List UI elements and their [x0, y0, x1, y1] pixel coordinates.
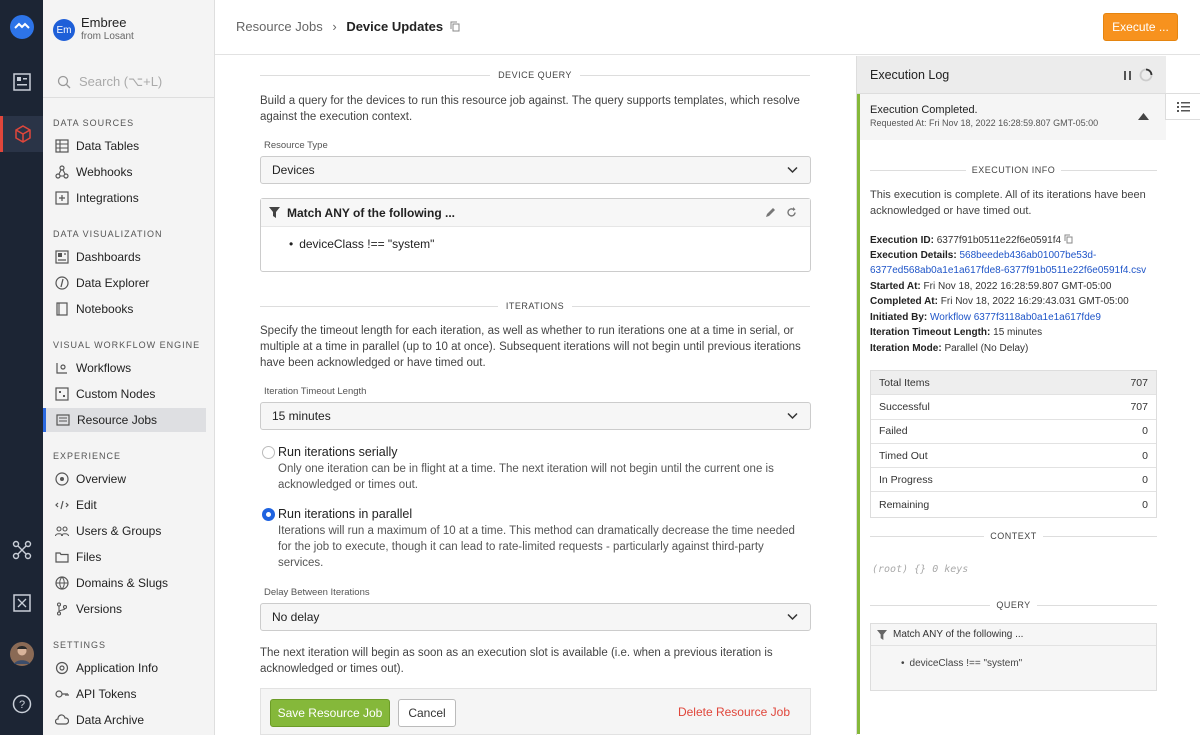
stats-value: 0	[1142, 425, 1148, 438]
folder-icon	[55, 550, 69, 564]
stats-row	[871, 492, 1156, 516]
pause-icon[interactable]	[1123, 71, 1132, 80]
sidebar-item-label: Application Info	[76, 661, 159, 675]
chevron-down-icon	[787, 613, 798, 621]
delay-description: The next iteration will begin as soon as an execution slot is available (i.e. when a previous iteration is acknowledged or times out).	[260, 647, 773, 675]
execution-log-header	[857, 56, 1166, 94]
gear-icon	[55, 661, 69, 675]
sidebar-item-label: Data Archive	[76, 713, 145, 727]
sidebar-item-users-groups[interactable]	[45, 519, 206, 543]
mode-line: Iteration Mode: Parallel (No Delay)	[870, 343, 1029, 354]
sidebar-section-heading: DATA SOURCES	[53, 118, 135, 128]
timeout-select[interactable]	[260, 402, 811, 430]
dashboard-icon	[55, 250, 69, 264]
explorer-icon	[55, 276, 69, 290]
losant-logo-icon[interactable]	[0, 9, 43, 45]
sidebar-item-notebooks[interactable]	[45, 297, 206, 321]
sidebar-item-label: Workflows	[76, 361, 132, 375]
notebook-icon	[55, 302, 69, 316]
sidebar-section-heading: EXPERIENCE	[53, 451, 122, 461]
sidebar-item-application-info[interactable]	[45, 656, 206, 680]
sidebar-item-custom-nodes[interactable]	[45, 382, 206, 406]
sidebar-item-label: Webhooks	[76, 165, 133, 179]
search-placeholder: Search (⌥+L)	[79, 73, 163, 89]
sidebar-item-label: Data Tables	[76, 139, 140, 153]
sidebar-item-label: Dashboards	[76, 250, 141, 264]
query-box	[870, 623, 1157, 691]
parallel-description: Iterations will run a maximum of 10 at a time. This method can dramatically decrease the time needed for the job to execute, though it can lead to rate-limited requests - particularly against third-party services.	[278, 525, 795, 569]
execution-log-panel	[856, 56, 1165, 735]
execution-info-heading: EXECUTION INFO	[870, 165, 1157, 175]
network-rail-icon[interactable]	[0, 532, 43, 568]
search-icon	[57, 75, 71, 89]
device-query-heading: DEVICE QUERY	[260, 70, 810, 80]
sidebar-item-label: Edit	[76, 498, 97, 512]
sidebar-item-files[interactable]	[45, 545, 206, 569]
delay-value: No delay	[272, 610, 320, 624]
list-toggle-button[interactable]	[1165, 93, 1200, 120]
filter-title: Match ANY of the following ...	[287, 205, 455, 220]
query-title: Match ANY of the following ...	[893, 629, 1024, 640]
execution-id-line: Execution ID: 6377f91b0511e22f6e0591f4	[870, 233, 1160, 248]
org-name: Embree	[81, 15, 127, 30]
sidebar-section-heading: DATA VISUALIZATION	[53, 229, 163, 239]
execution-requested: Requested At: Fri Nov 18, 2022 16:28:59.807 GMT-05:00	[870, 118, 1099, 128]
iteration-stats-table	[870, 370, 1157, 518]
filter-icon	[877, 630, 887, 640]
sidebar-item-label: Versions	[76, 602, 123, 616]
breadcrumb	[236, 19, 460, 34]
timeout-line: Iteration Timeout Length: 15 minutes	[870, 327, 1043, 338]
resource-job-icon	[56, 413, 70, 427]
execution-entry[interactable]	[860, 94, 1166, 140]
stats-label: Remaining	[879, 498, 930, 511]
sidebar-item-api-tokens[interactable]	[45, 682, 206, 706]
parallel-label[interactable]: Run iterations in parallel	[278, 507, 413, 521]
copy-icon[interactable]	[450, 21, 460, 32]
sidebar-item-label: Users & Groups	[76, 524, 162, 538]
sidebar-section-heading: SETTINGS	[53, 640, 107, 650]
serial-radio[interactable]	[262, 446, 275, 459]
chevron-down-icon	[787, 412, 798, 420]
integration-icon	[55, 191, 69, 205]
stats-row	[871, 444, 1156, 468]
header	[215, 0, 1200, 55]
timeout-value: 15 minutes	[272, 409, 331, 423]
query-item: • deviceClass !== "system"	[901, 658, 1023, 669]
breadcrumb-parent[interactable]: Resource Jobs	[236, 19, 323, 34]
execution-status: Execution Completed.	[870, 104, 978, 116]
device-rail-icon[interactable]	[0, 585, 43, 621]
stats-value: 707	[1130, 400, 1148, 413]
query-header	[871, 624, 1156, 646]
chevron-down-icon	[787, 166, 798, 174]
custom-node-icon	[55, 387, 69, 401]
filter-icon	[269, 207, 280, 218]
sidebar-item-label: Domains & Slugs	[76, 576, 169, 590]
sidebar-item-integrations[interactable]	[45, 186, 206, 210]
copy-icon[interactable]	[1064, 234, 1073, 244]
execution-info-text: This execution is complete. All of its iterations have been acknowledged or have timed out.	[870, 189, 1146, 217]
stats-label: In Progress	[879, 473, 933, 486]
org-subtitle: from Losant	[81, 31, 134, 42]
stats-value: 0	[1142, 473, 1148, 486]
stats-row	[871, 395, 1156, 419]
delete-button[interactable]: Delete Resource Job	[677, 705, 790, 719]
initiated-link[interactable]: Workflow 6377f3118ab0a1e1a617fde9	[930, 312, 1101, 323]
sidebar-item-workflows[interactable]	[45, 356, 206, 380]
sidebar-item-label: Overview	[76, 472, 127, 486]
delay-label: Delay Between Iterations	[264, 587, 370, 598]
key-icon	[55, 687, 69, 701]
loading-spinner-icon	[1139, 68, 1153, 82]
context-empty: (root) {} 0 keys	[872, 564, 969, 575]
sidebar-item-edit[interactable]	[45, 493, 206, 517]
org-switcher[interactable]	[53, 16, 134, 44]
globe-icon	[55, 576, 69, 590]
stats-label: Timed Out	[879, 449, 928, 462]
query-heading: QUERY	[870, 600, 1157, 610]
status-indicator-bar	[857, 94, 860, 734]
webhook-icon	[55, 165, 69, 179]
sidebar-item-label: API Tokens	[76, 687, 137, 701]
user-avatar[interactable]	[0, 636, 43, 672]
stats-label: Total Items	[879, 376, 930, 389]
sidebar-item-label: Files	[76, 550, 102, 564]
cloud-icon	[55, 713, 69, 727]
stats-value: 707	[1130, 376, 1148, 389]
execution-details-link-cont[interactable]: 6377ed568ab0a1e1a617fde8-6377f91b0511e22f6e0591f4.csv	[870, 265, 1147, 276]
serial-description: Only one iteration can be in flight at a time. The next iteration will not begin until the current one is acknowledged or times out.	[278, 463, 774, 491]
help-icon[interactable]	[0, 686, 43, 722]
svg-text:?: ?	[18, 699, 25, 711]
sidebar-item-dashboards[interactable]	[45, 245, 206, 269]
stats-row	[871, 420, 1156, 444]
org-avatar: Em	[53, 19, 75, 41]
sidebar-item-label: Integrations	[76, 191, 139, 205]
execution-log-title: Execution Log	[870, 67, 950, 82]
list-icon	[1177, 102, 1190, 112]
serial-label[interactable]: Run iterations serially	[278, 445, 398, 459]
initiated-line: Initiated By: Workflow 6377f3118ab0a1e1a617fde9	[870, 312, 1101, 323]
dashboard-rail-icon[interactable]	[0, 64, 43, 100]
stats-row	[871, 371, 1156, 395]
execute-button[interactable]: Execute ...	[1103, 13, 1178, 41]
sidebar-item-label: Resource Jobs	[77, 413, 158, 427]
stats-label: Failed	[879, 425, 908, 438]
app-rail	[0, 0, 43, 735]
device-query-description: Build a query for the devices to run this resource job against. The query supports templates, which resolve against the execution context.	[260, 95, 800, 123]
sidebar-item-resource-jobs[interactable]	[43, 408, 206, 432]
stats-value: 0	[1142, 498, 1148, 511]
delay-select[interactable]	[260, 603, 811, 631]
sidebar	[43, 0, 215, 735]
stats-value: 0	[1142, 449, 1148, 462]
sidebar-item-overview[interactable]	[45, 467, 206, 491]
filter-header	[261, 199, 810, 227]
filter-item: • deviceClass !== "system"	[289, 237, 435, 251]
sidebar-item-data-tables[interactable]	[45, 134, 206, 158]
branch-icon	[55, 602, 69, 616]
resource-type-label: Resource Type	[264, 140, 328, 151]
collapse-icon[interactable]	[1138, 113, 1149, 120]
timeout-label: Iteration Timeout Length	[264, 386, 367, 397]
table-icon	[55, 139, 69, 153]
iterations-description: Specify the timeout length for each iteration, as well as whether to run iterations one at a time in serial, or multiple at a time in parallel (up to 10 at once). Subsequent iterations will not begin until previous iterations have been acknowledged or have timed out.	[260, 325, 801, 369]
resource-job-form	[215, 56, 856, 735]
sidebar-item-versions[interactable]	[45, 597, 206, 621]
pencil-icon[interactable]	[765, 207, 776, 218]
stats-label: Successful	[879, 400, 930, 413]
edit-icon	[55, 498, 69, 512]
users-icon	[55, 524, 69, 538]
form-footer	[260, 688, 811, 735]
resource-type-value: Devices	[272, 163, 315, 177]
workflow-icon	[55, 361, 69, 375]
sidebar-section-heading: VISUAL WORKFLOW ENGINE	[53, 340, 201, 350]
parallel-radio[interactable]	[262, 508, 275, 521]
application-rail-icon[interactable]	[0, 116, 43, 152]
resource-type-select[interactable]	[260, 156, 811, 184]
breadcrumb-current: Device Updates	[346, 19, 444, 34]
save-button[interactable]: Save Resource Job	[270, 699, 390, 727]
started-line: Started At: Fri Nov 18, 2022 16:28:59.807 GMT-05:00	[870, 281, 1112, 292]
execution-details-line: Execution Details: 568beedeb436ab01007be53d- 6377ed568ab0a1e1a617fde8-6377f91b0511e22f6e0591f4.csv	[870, 250, 1147, 276]
sidebar-item-data-explorer[interactable]	[45, 271, 206, 295]
breadcrumb-separator: ›	[332, 19, 337, 34]
sidebar-item-label: Custom Nodes	[76, 387, 156, 401]
search-input[interactable]	[43, 66, 215, 98]
sidebar-item-label: Notebooks	[76, 302, 134, 316]
iterations-heading: ITERATIONS	[260, 301, 810, 311]
overview-icon	[55, 472, 69, 486]
execution-details-link[interactable]: 568beedeb436ab01007be53d-	[959, 250, 1097, 261]
sidebar-item-webhooks[interactable]	[45, 160, 206, 184]
cancel-button[interactable]: Cancel	[398, 699, 456, 727]
context-heading: CONTEXT	[870, 531, 1157, 541]
completed-line: Completed At: Fri Nov 18, 2022 16:29:43.031 GMT-05:00	[870, 296, 1129, 307]
query-filter-box	[260, 198, 811, 272]
sidebar-item-domains-slugs[interactable]	[45, 571, 206, 595]
refresh-icon[interactable]	[786, 207, 797, 218]
sidebar-item-data-archive[interactable]	[45, 708, 206, 732]
sidebar-item-label: Data Explorer	[76, 276, 150, 290]
stats-row	[871, 468, 1156, 492]
